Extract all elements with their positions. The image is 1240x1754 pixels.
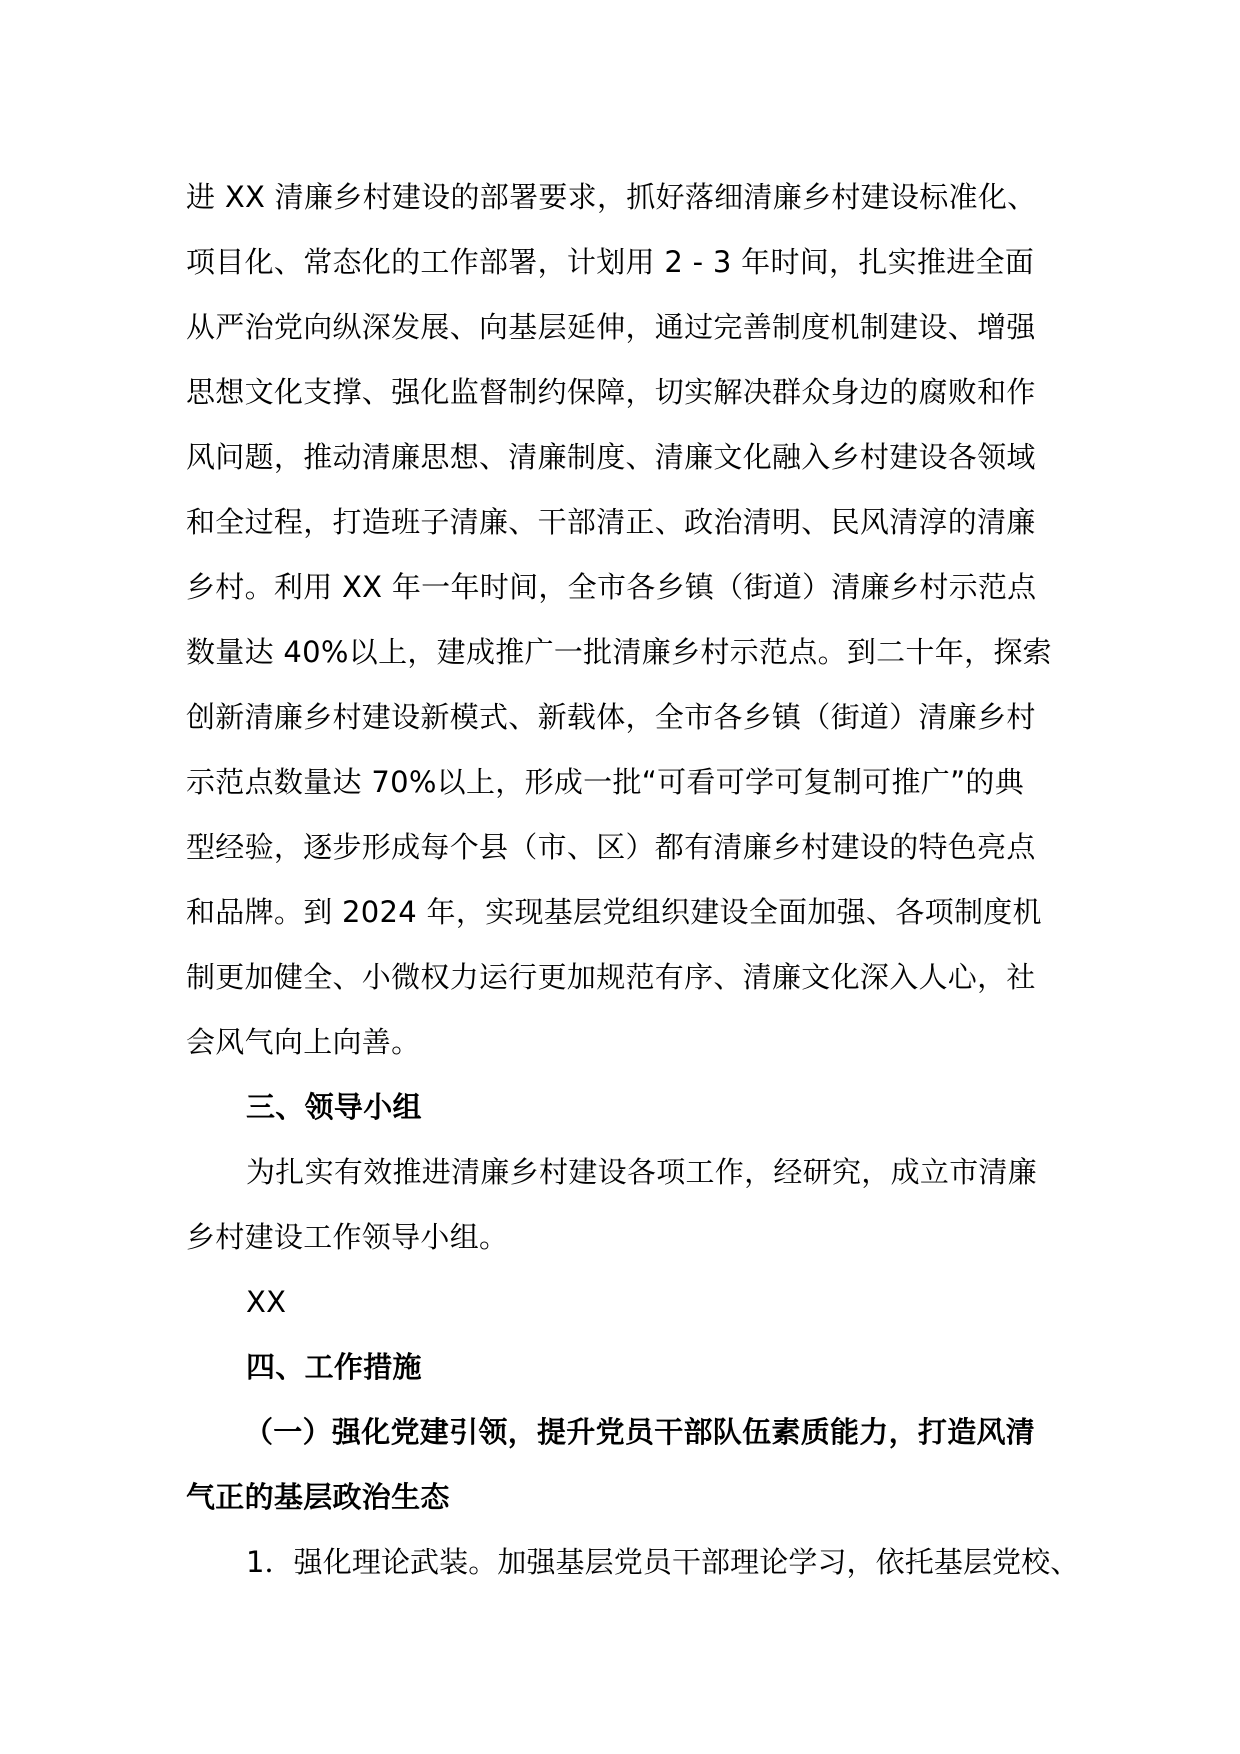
subheading-line: （一）强化党建引领，提升党员干部队伍素质能力，打造风清: [244, 1415, 1036, 1449]
body-line: 乡村。利用 XX 年一年时间，全市各乡镇（街道）清廉乡村示范点: [186, 570, 1037, 604]
subheading-line: 气正的基层政治生态: [186, 1480, 450, 1514]
body-line: 风问题，推动清廉思想、清廉制度、清廉文化融入乡村建设各领域: [186, 440, 1036, 474]
body-line: 创新清廉乡村建设新模式、新载体，全市各乡镇（街道）清廉乡村: [186, 700, 1036, 734]
body-line: 数量达 40%以上，建成推广一批清廉乡村示范点。到二十年，探索: [186, 635, 1052, 669]
body-line: 示范点数量达 70%以上，形成一批“可看可学可复制可推广”的典: [186, 765, 1025, 799]
document-body: [186, 165, 1086, 1595]
body-line: 和品牌。到 2024 年，实现基层党组织建设全面加强、各项制度机: [186, 895, 1042, 929]
body-line: 从严治党向纵深发展、向基层延伸，通过完善制度机制建设、增强: [186, 310, 1036, 344]
body-line: 和全过程，打造班子清廉、干部清正、政治清明、民风清淳的清廉: [186, 505, 1036, 539]
body-line: 进 XX 清廉乡村建设的部署要求，抓好落细清廉乡村建设标准化、: [186, 180, 1037, 214]
body-line: 思想文化支撑、强化监督制约保障，切实解决群众身边的腐败和作: [186, 375, 1036, 409]
body-line: 会风气向上向善。: [186, 1025, 421, 1059]
section3-placeholder-text: XX: [246, 1285, 287, 1319]
body-line: 项目化、常态化的工作部署，计划用 2 - 3 年时间，扎实推进全面: [186, 245, 1035, 279]
body-line: 制更加健全、小微权力运行更加规范有序、清廉文化深入人心，社: [186, 960, 1036, 994]
section3-paragraph-line: 乡村建设工作领导小组。: [186, 1220, 509, 1254]
numbered-item-line: 1．强化理论武装。加强基层党员干部理论学习，依托基层党校、: [246, 1545, 1080, 1579]
section3-paragraph-line: 为扎实有效推进清廉乡村建设各项工作，经研究，成立市清廉: [246, 1155, 1038, 1189]
section-heading-leadership-group: 三、领导小组: [246, 1090, 422, 1124]
body-line: 型经验，逐步形成每个县（市、区）都有清廉乡村建设的特色亮点: [186, 830, 1036, 864]
section-heading-work-measures: 四、工作措施: [246, 1350, 422, 1384]
